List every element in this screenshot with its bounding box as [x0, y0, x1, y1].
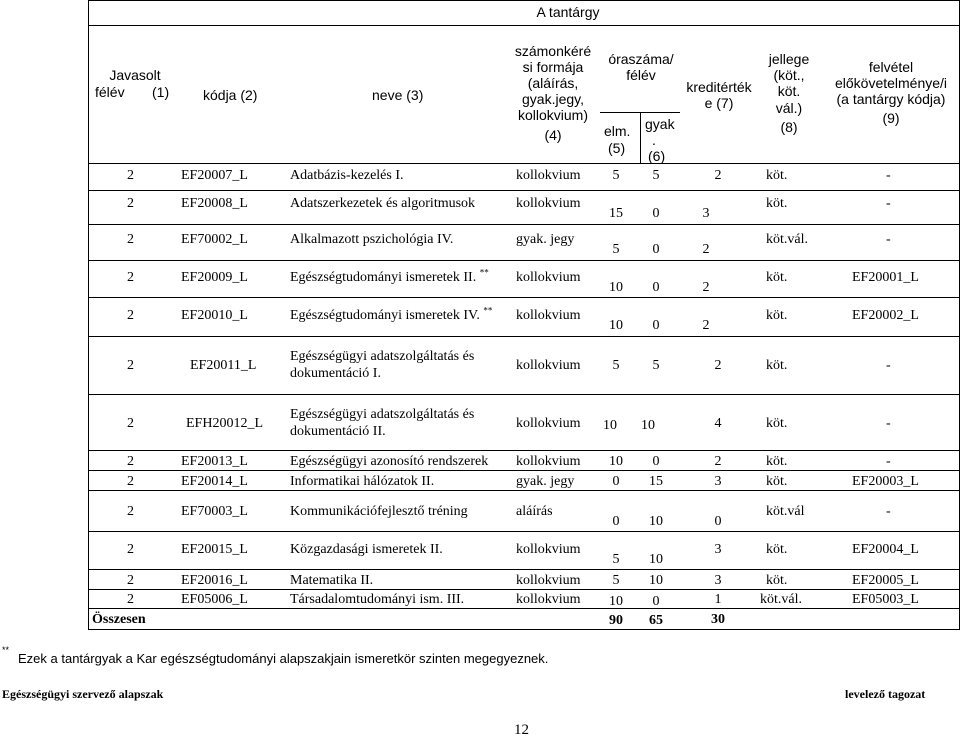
page-number: 12	[514, 722, 529, 738]
footnote-mark: **	[2, 645, 10, 655]
footnote-mark: **	[479, 267, 489, 278]
footer-left: Egészségügyi szervező alapszak	[2, 687, 164, 701]
total-kredit: 30	[711, 612, 725, 627]
footnote-mark: **	[483, 305, 493, 316]
total-label: Összesen	[92, 612, 146, 627]
footnote-text: Ezek a tantárgyak a Kar egészségtudományi alapszakjain ismeretkör szinten megegyeznek.	[18, 651, 549, 666]
header-neve: neve (3)	[372, 87, 424, 103]
total-gyak: 65	[649, 613, 663, 628]
header-kodja: kódja (2)	[203, 87, 258, 103]
total-elm: 90	[609, 613, 623, 628]
table-title: A tantárgy	[536, 4, 600, 20]
footer-right: levelező tagozat	[845, 687, 926, 701]
